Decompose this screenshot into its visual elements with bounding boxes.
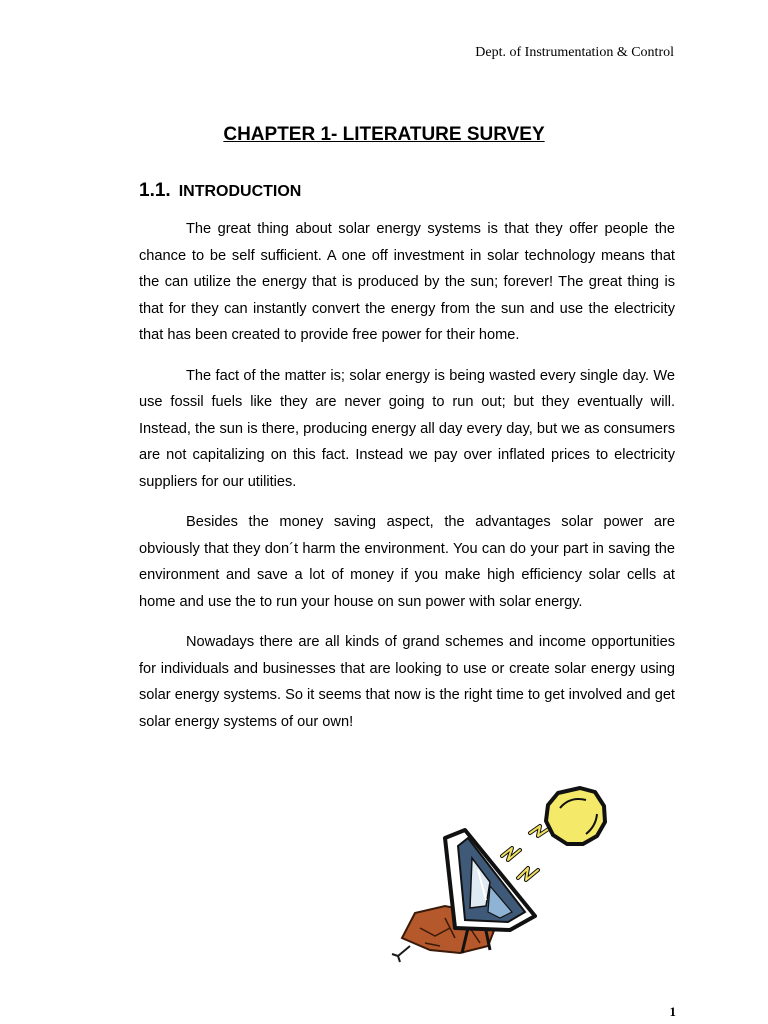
paragraph: The great thing about solar energy systems is that they offer people the chance to be self sufficient. A one off investment in solar technology means that the can utilize the energy that is produced by the sun; forever! The great thing is that for they can instantly convert the energy from the sun and use the electricity that has been created to provide free power for their home. [139, 221, 675, 343]
section-title: INTRODUCTION [178, 183, 302, 200]
paragraph: Nowadays there are all kinds of grand schemes and income opportunities for individuals and businesses that are looking to use or create solar energy using solar energy systems. So it seems that now is the right time to get involved and get solar energy systems of our own! [139, 634, 675, 730]
header-department: Dept. of Instrumentation & Control [475, 45, 674, 60]
page-number: 1 [669, 1004, 676, 1019]
chapter-title: CHAPTER 1- LITERATURE SURVEY [223, 124, 545, 145]
paragraph: Besides the money saving aspect, the advantages solar power are obviously that they don´t harm the environment. You can do your part in saving the environment and save a lot of money if you make high efficiency solar cells at home and use the to run your house on sun power with solar energy. [139, 514, 675, 610]
solar-panel-sun-clipart-icon [390, 778, 615, 963]
paragraph: The fact of the matter is; solar energy is being wasted every single day. We use fossil fuels like they are never going to run out; but they eventually will. Instead, the sun is there, producing energy all day every day, but we as consumers are not capitalizing on this fact. Instead we pay over inflated prices to electricity suppliers for our utilities. [139, 367, 675, 490]
section-heading [139, 175, 301, 203]
body-text [139, 216, 675, 749]
section-number: 1.1. [139, 180, 171, 201]
